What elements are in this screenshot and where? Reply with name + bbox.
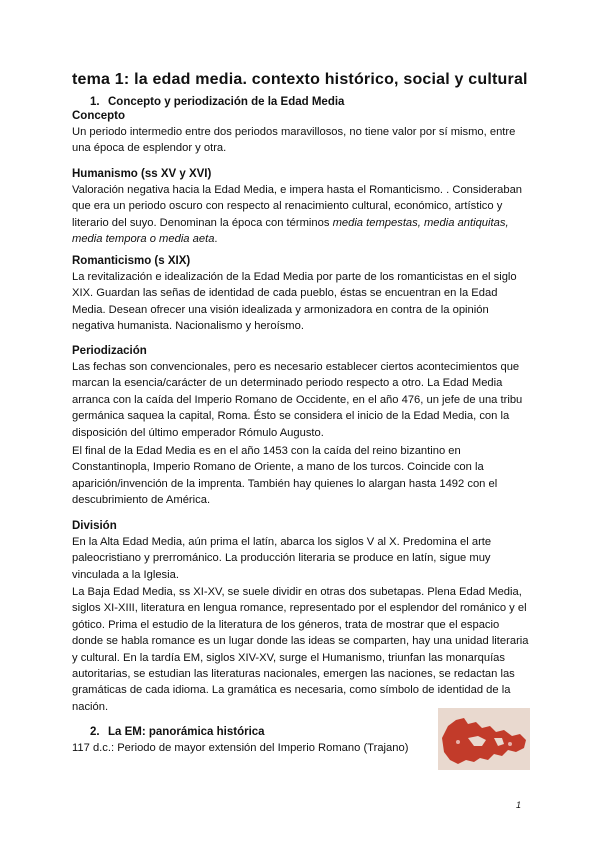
roman-empire-map-icon (438, 708, 530, 770)
periodizacion-heading: Periodización (72, 345, 147, 357)
page-number: 1 (516, 800, 522, 810)
document-title: tema 1: la edad media. contexto histórico, social y cultural (72, 71, 528, 88)
humanismo-heading: Humanismo (ss XV y XVI) (72, 168, 212, 180)
romanticismo-heading: Romanticismo (s XIX) (72, 255, 191, 267)
periodizacion-paragraph-1: Las fechas son convencionales, pero es necesario establecer ciertos acontecimientos que marcan la esencia/carácter de un determinado periodo respecto a otro. La Edad Media arranca con la caída del Imperio Romano de Occidente, en el año 476, un jefe de una tribu germánica saquea la capital, Roma. Ésto se considera el inicio de la Edad Media, con la disposición del último emperador Rómulo Augusto. (72, 361, 523, 439)
section-number: 2. (90, 726, 100, 738)
concepto-paragraph: Un periodo intermedio entre dos periodos maravillosos, no tiene valor por sí mismo, entre una época de esplendor y otra. (72, 126, 516, 155)
romanticismo-paragraph: La revitalización e idealización de la Edad Media por parte de los romanticistas en el siglo XIX. Guardan las señas de identidad de cada pueblo, éstas se encuentran en la Edad Media. Desean ofrecer una visión idealizada y armonizadora en contra de la opinión negativa humanista. Nacionalismo y heroísmo. (72, 271, 517, 333)
division-paragraph-2: La Baja Edad Media, ss XI-XV, se suele dividir en otras dos subetapas. Plena Edad Media, siglos XI-XIII, literatura en lengua romance, representado por el esplendor del románico y el gótico. Prima el estudio de la literatura de los géneros, trata de mostrar que el espacio donde se habla romance es un lugar donde las ideas se comparten, hay una unidad literaria y cultural. En la tardía EM, siglos XIV-XV, surge el Humanismo, triunfan las monarquías autoritarias, se estudian las literaturas nacionales, emergen las naciones, se redactan las gramáticas de cada idioma. La gramática es necesaria, como símbolo de identidad de la nación. (72, 586, 529, 713)
section-heading-text: Concepto y periodización de la Edad Media (108, 96, 345, 108)
division-heading: División (72, 520, 117, 532)
humanismo-terms: media tempestas, media antiquitas, media tempora o media aeta (72, 216, 509, 246)
humanismo-end: . (214, 233, 218, 246)
concepto-heading: Concepto (72, 110, 126, 122)
section-number: 1. (90, 96, 100, 108)
humanismo-text: Valoración negativa hacia la Edad Media, e impera hasta el Romanticismo. . Consideraban que era un periodo oscuro con respecto al renacimiento cultural, económico, artístico y literario del suyo. Denominan la época con términos (72, 184, 523, 229)
section-heading-text: La EM: panorámica histórica (108, 726, 265, 738)
humanismo-paragraph (72, 182, 532, 248)
division-paragraph-1: En la Alta Edad Media, aún prima el latín, abarca los siglos V al X. Predomina el arte paleocristiano y prerrománico. La producción literaria se produce en latín, sigue muy vinculada a la Iglesia. (72, 536, 492, 581)
roman-empire-map-image (438, 708, 530, 770)
section-heading-1 (90, 96, 344, 108)
trajano-paragraph: 117 d.c.: Periodo de mayor extensión del Imperio Romano (Trajano) (72, 742, 409, 754)
periodizacion-paragraph-2: El final de la Edad Media es en el año 1453 con la caída del reino bizantino en Constantinopla, Imperio Romano de Oriente, a mano de los turcos. Coincide con la aparición/invención de la imprenta. También hay quienes lo alargan hasta 1492 con el descubrimiento de América. (72, 445, 498, 507)
section-heading-2 (90, 726, 265, 738)
